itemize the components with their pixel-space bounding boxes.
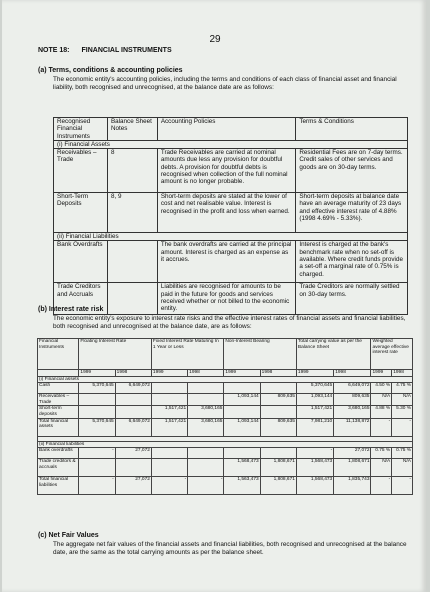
row-label: Cash [38,383,79,394]
section-b-intro: The economic entity's exposure to interest rate risks and the effective interest rates of financial assets and financial liabilities, both recognised and unrecognised at the balance date, are as follows: [53,315,406,330]
cell [151,394,187,406]
terms-table [53,117,408,315]
cell: 3,680,165 [188,406,224,418]
table-row [38,383,413,394]
terms-header-notes: Balance Sheet Notes [107,118,157,141]
cell: - [392,418,413,436]
section-a-title: (a) Terms, conditions & accounting policies [38,67,183,74]
cell: - [296,448,333,459]
terms-liabilities-label: (ii) Financial Liabilities [54,233,408,241]
terms-row-notes [107,283,157,315]
cell: 3,680,165 [188,418,224,436]
cell: 0.75 % [371,448,392,459]
cell: 6,649,072 [115,383,151,394]
cell [260,406,296,418]
cell: 5.30 % [392,406,413,418]
year-label: 1998 [115,370,151,377]
cell: 3,680,165 [334,406,371,418]
cell: - [79,477,115,495]
cell: N/A [371,459,392,477]
cell: 1,808,671 [260,477,296,495]
table-row [38,459,413,477]
year-label: 1999 [296,370,333,377]
year-label: 1998 [260,370,296,377]
cell: 1,517,421 [151,418,187,436]
cell [115,394,151,406]
cell: 6,649,072 [334,383,371,394]
cell [224,383,260,394]
terms-header-policies: Accounting Policies [157,118,296,141]
cell: 1,563,473 [224,477,260,495]
cell: 4.50 % [371,383,392,394]
cell: 27,072 [334,448,371,459]
terms-row-notes: 8 [107,149,157,193]
terms-row-name: Bank Overdrafts [54,241,108,283]
terms-header-instruments: Recognised Financial Instruments [54,118,108,141]
cell: 1,517,421 [296,406,333,418]
row-label: Receivables – Trade [38,394,79,406]
terms-row-policy: Trade Receivables are carried at nominal amounts due less any provision for doubtful debts. A provision for doubtful debts is recognised when collection of the full nominal amount is no longer probable. [157,149,296,193]
cell: 1,093,144 [224,418,260,436]
cell [260,383,296,394]
cell [79,459,115,477]
cell [224,448,260,459]
year-label: 1998 [188,370,224,377]
cell: 809,635 [260,394,296,406]
cell [115,459,151,477]
cell [115,406,151,418]
terms-row-terms: Interest is charged at the bank's benchmark rate when no set-off is available. Where credit funds provide a set-off a marginal rate of 0.75% is charged. [296,241,408,283]
section-a-intro: The economic entity's accounting policies, including the terms and conditions of each class of financial asset and financial liability, both recognised and unrecognised, at the balance date are as follows: [53,76,397,91]
cell: 1,568,473 [224,459,260,477]
terms-row-terms: Trade Creditors are normally settled on 30-day terms. [296,283,408,315]
cell [151,448,187,459]
rate-assets-label: (i) Financial assets [38,376,413,383]
cell [188,383,224,394]
cell: 0.75 % [392,448,413,459]
cell [188,459,224,477]
table-row [38,406,413,418]
cell: N/A [392,459,413,477]
year-label: 1999 [79,370,115,377]
terms-row-name: Receivables – Trade [54,149,108,193]
terms-row-policy: Short-term deposits are stated at the lower of cost and net realisable value. Interest is recognised in the profit and loss when earned. [157,193,296,233]
rate-header-total: Total carrying value as per the Balance Sheet [296,339,371,370]
cell: 6,649,072 [115,418,151,436]
table-row [38,394,413,406]
rate-header-non-interest: Non-Interest Bearing [224,339,297,370]
year-label: 1999 [151,370,187,377]
cell [224,406,260,418]
year-label: 1998 [392,370,413,377]
terms-header-terms: Terms & Conditions [296,118,408,141]
cell: - [371,477,392,495]
row-label: Total financial liabilities [38,477,79,495]
cell: 1,517,421 [151,406,187,418]
terms-row-notes [107,241,157,283]
note-title: FINANCIAL INSTRUMENTS [81,47,172,54]
cell: 809,635 [334,394,371,406]
cell: 1,093,144 [296,394,333,406]
row-label: Bank overdrafts [38,448,79,459]
rate-header-instruments: Financial Instruments [38,339,79,370]
cell: - [79,448,115,459]
terms-row-name: Trade Creditors and Accruals [54,283,108,315]
row-label: Trade creditors & accruals [38,459,79,477]
row-label: Short-term deposits [38,406,79,418]
terms-row-terms: Short-term deposits at balance date have an average maturity of 23 days and effective interest rate of 4.88% (1998 4.69% - 5.33%). [296,193,408,233]
cell: 1,568,473 [296,477,333,495]
cell: 5,370,645 [296,383,333,394]
cell [79,394,115,406]
cell: 27,072 [115,448,151,459]
section-c-title: (c) Net Fair Values [38,532,99,539]
cell: 7,981,210 [296,418,333,436]
year-label: 1998 [334,370,371,377]
section-b-title: (b) Interest rate risk [38,306,104,313]
interest-rate-table [37,338,413,495]
cell: - [188,477,224,495]
cell: 1,568,473 [296,459,333,477]
cell: 4.75 % [392,383,413,394]
cell: 11,138,872 [334,418,371,436]
cell: 809,635 [260,418,296,436]
cell [151,383,187,394]
cell [260,448,296,459]
cell: 5,370,645 [79,383,115,394]
cell [151,459,187,477]
note-label: NOTE 18: [38,47,70,54]
terms-row-terms: Residential Fees are on 7-day terms. Credit sales of other services and goods are on 30-day terms. [296,149,408,193]
terms-row-policy: Liabilities are recognised for amounts to be paid in the future for goods and services received whether or not billed to the economic entity. [157,283,296,315]
cell: 1,808,671 [334,459,371,477]
cell [79,406,115,418]
terms-assets-label: (i) Financial Assets [54,140,408,148]
table-row [38,448,413,459]
cell: 4.88 % [371,406,392,418]
cell [188,448,224,459]
cell: N/A [371,394,392,406]
rate-liabilities-label: (ii) Financial liabilities [38,441,413,448]
cell: 27,072 [115,477,151,495]
cell: 5,370,645 [79,418,115,436]
terms-row-name: Short-Term Deposits [54,193,108,233]
table-row [38,477,413,495]
cell: - [392,477,413,495]
section-c-intro: The aggregate net fair values of the financial assets and financial liabilities, both recognised and unrecognised at the balance date, are the same as the total carrying amounts as per the balance sheet. [53,541,407,556]
year-label: 1999 [371,370,392,377]
terms-row-policy: The bank overdrafts are carried at the principal amount. Interest is charged as an expense as it accrues. [157,241,296,283]
rate-header-fixed: Fixed Interest Rate Maturing In 1 Year or Less [151,339,224,370]
cell: - [371,418,392,436]
cell [188,394,224,406]
year-label: 1999 [224,370,260,377]
rate-header-weighted: Weighted average effective interest rate [371,339,413,370]
cell: N/A [392,394,413,406]
row-label: Total financial assets [38,418,79,436]
cell: 1,093,144 [224,394,260,406]
terms-row-notes: 8, 9 [107,193,157,233]
cell: - [151,477,187,495]
note-heading [38,47,172,54]
rate-header-floating: Floating Interest Rate [79,339,152,370]
page-number: 29 [209,34,221,45]
cell: 1,808,671 [260,459,296,477]
table-row [38,418,413,436]
cell: 1,835,743 [334,477,371,495]
